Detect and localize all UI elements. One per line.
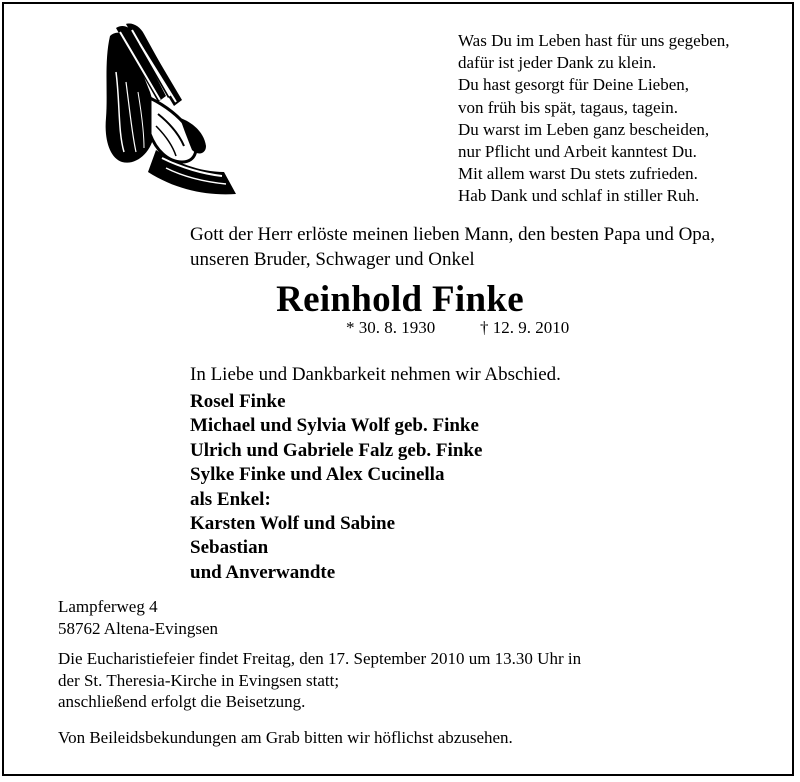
address-street: Lampferweg 4 [58, 597, 158, 616]
service-line: Die Eucharistiefeier findet Freitag, den 17. September 2010 um 13.30 Uhr in [58, 649, 582, 668]
family-member: Ulrich und Gabriele Falz geb. Finke [190, 439, 483, 461]
family-member: Sebastian [190, 537, 269, 559]
poem-line: Du warst im Leben ganz bescheiden, [458, 119, 710, 139]
service-info [58, 648, 581, 713]
family-member: und Anverwandte [190, 561, 336, 583]
family-member: Rosel Finke [190, 391, 286, 412]
poem-line: Mit allem warst Du stets zufrieden. [458, 164, 698, 184]
poem-line: dafür ist jeder Dank zu klein. [458, 53, 657, 73]
family-member: Karsten Wolf und Sabine [190, 513, 396, 535]
family-member: Sylke Finke und Alex Cucinella [190, 464, 445, 486]
poem-line: nur Pflicht und Arbeit kanntest Du. [458, 142, 697, 162]
intro-line: Gott der Herr erlöste meinen lieben Mann, den besten Papa und Opa, [190, 224, 715, 245]
family-member: als Enkel: [190, 488, 271, 510]
birth-date: * 30. 8. 1930 [346, 318, 436, 337]
deceased-name: Reinhold Finke [276, 279, 524, 320]
condolence-note: Von Beileidsbekundungen am Grab bitten wir höflichst abzusehen. [58, 728, 513, 747]
address-city: 58762 Altena-Evingsen [58, 618, 219, 638]
address [58, 596, 218, 639]
praying-hands-icon [96, 22, 238, 198]
poem-line: von früh bis spät, tagaus, tagein. [458, 97, 679, 117]
poem [458, 30, 730, 208]
family-member: Michael und Sylvia Wolf geb. Finke [190, 415, 479, 437]
service-line: der St. Theresia-Kirche in Evingsen statt; [58, 670, 340, 690]
poem-line: Was Du im Leben hast für uns gegeben, [458, 31, 730, 50]
poem-line: Hab Dank und schlaf in stiller Ruh. [458, 186, 700, 206]
intro-text [190, 222, 715, 272]
farewell-text: In Liebe und Dankbarkeit nehmen wir Abschied. [190, 364, 561, 385]
service-line: anschließend erfolgt die Beisetzung. [58, 692, 306, 711]
death-date: † 12. 9. 2010 [480, 318, 570, 337]
intro-line: unseren Bruder, Schwager und Onkel [190, 249, 475, 270]
family-list [190, 390, 482, 585]
poem-line: Du hast gesorgt für Deine Lieben, [458, 75, 690, 95]
